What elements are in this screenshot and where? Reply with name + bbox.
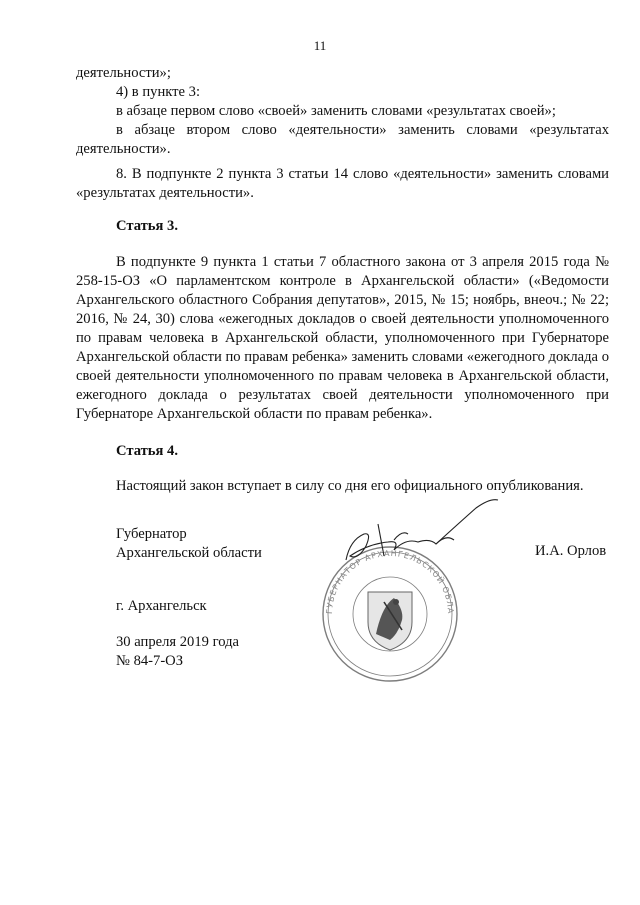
seal-graphic	[306, 494, 511, 684]
item-8-block	[76, 165, 609, 203]
article-3-heading: Статья 3.	[116, 218, 178, 234]
place: г. Архангельск	[116, 598, 207, 614]
article-4-heading: Статья 4.	[116, 443, 178, 459]
amendments-block	[76, 64, 609, 159]
paragraph: в абзаце втором слово «деятельности» заменить словами «результатах деятельности».	[76, 122, 609, 157]
paragraph: в абзаце первом слово «своей» заменить словами «результатах своей»;	[116, 103, 556, 119]
coat-of-arms-icon	[368, 592, 412, 650]
signatory-name: И.А. Орлов	[535, 543, 607, 559]
page-number: 11	[313, 38, 327, 53]
seal-text: ГУБЕРНАТОР АРХАНГЕЛЬСКОЙ ОБЛА	[324, 548, 456, 615]
paragraph: деятельности»;	[76, 65, 171, 81]
paragraph: Настоящий закон вступает в силу со дня его официального опубликования.	[116, 478, 584, 494]
signatory-title	[116, 525, 262, 563]
official-seal	[306, 494, 511, 684]
law-number: № 84-7-ОЗ	[116, 653, 184, 669]
paragraph: В подпункте 9 пункта 1 статьи 7 областного закона от 3 апреля 2015 года № 258-15-ОЗ «О парламентском контроле в Архангельской области» («Ведомости Архангельского областного Собрания депутатов», 2015, № 15; ноябрь, внеоч.; № 22; 2016, № 24, 30) слова «ежегодных докладов о своей деятельности уполномоченного по правам человека в Архангельской области, уполномоченного при Губернаторе Архангельской области по правам ребенка» заменить словами «ежегодного доклада о своей деятельности уполномоченного по правам человека в Архангельской области, ежегодного доклада о результатах своей деятельности уполномоченного при Губернаторе Архангельской области по правам ребенка».	[76, 254, 609, 422]
signatory-title-line: Губернатор	[116, 526, 187, 542]
signatory-title-line: Архангельской области	[116, 545, 262, 561]
paragraph: 8. В подпункте 2 пункта 3 статьи 14 слово «деятельности» заменить словами «результатах деятельности».	[76, 166, 609, 201]
date: 30 апреля 2019 года	[116, 634, 239, 650]
paragraph: 4) в пункте 3:	[116, 84, 201, 100]
article-3-body	[76, 253, 609, 424]
